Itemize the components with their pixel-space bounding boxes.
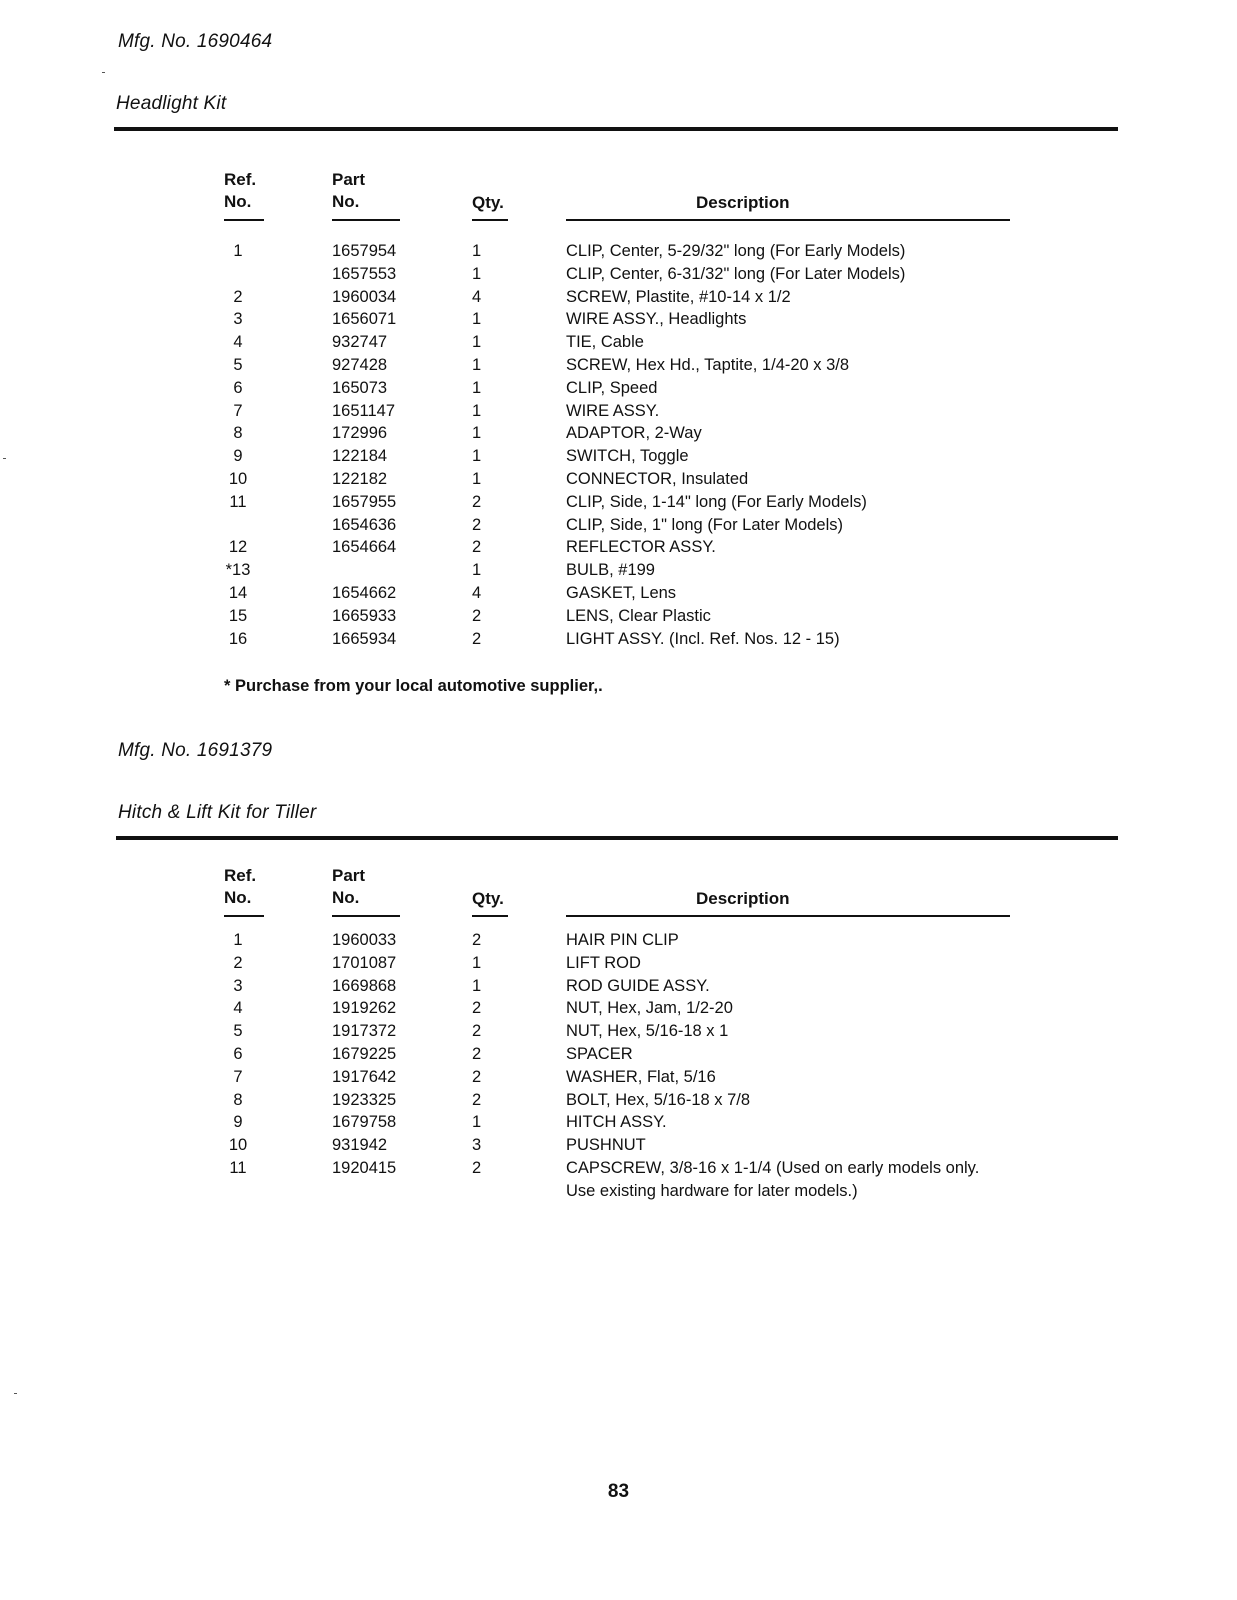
- table-body: [224, 240, 1014, 650]
- description: CLIP, Center, 5-29/32" long (For Early Models): [566, 242, 906, 260]
- part-no: 1657955: [332, 492, 397, 511]
- qty: 1: [472, 401, 482, 420]
- qty: 1: [472, 976, 482, 995]
- part-no: 1665934: [332, 629, 397, 648]
- header-rule: [332, 915, 400, 917]
- ref-no: *13: [225, 561, 251, 580]
- description: ADAPTOR, 2-Way: [566, 424, 702, 443]
- part-no: 122184: [332, 447, 388, 466]
- description-header: Description: [696, 889, 790, 908]
- qty-header: Qty.: [472, 193, 504, 212]
- qty: 4: [472, 287, 482, 306]
- ref-no: 9: [233, 447, 243, 466]
- table-row: [224, 929, 1014, 952]
- part-no: 1657954: [332, 242, 397, 260]
- table-row: [224, 536, 1014, 559]
- ref-no: 10: [228, 469, 248, 488]
- part-no: 1920415: [332, 1158, 397, 1177]
- description: SPACER: [566, 1044, 633, 1063]
- part-no: 1701087: [332, 953, 397, 972]
- table-row: [224, 377, 1014, 400]
- table-row: [224, 997, 1014, 1020]
- part-no: 1656071: [332, 310, 397, 329]
- header-rule: [224, 219, 264, 221]
- qty: 2: [472, 1158, 482, 1177]
- description: CLIP, Center, 6-31/32" long (For Later Models): [566, 264, 906, 283]
- description: WIRE ASSY., Headlights: [566, 310, 747, 329]
- qty: 1: [472, 378, 482, 397]
- ref-header: Ref. No.: [224, 866, 257, 907]
- ref-no: 5: [233, 355, 243, 374]
- description: CLIP, Side, 1-14" long (For Early Models): [566, 492, 867, 511]
- table-row: [224, 582, 1014, 605]
- qty: 2: [472, 931, 482, 949]
- header-rule: [472, 219, 508, 221]
- qty: 1: [472, 953, 482, 972]
- description: REFLECTOR ASSY.: [566, 538, 716, 557]
- part-no: 1919262: [332, 999, 397, 1018]
- table-row: [224, 1134, 1014, 1157]
- table-header: [224, 169, 1014, 215]
- description: GASKET, Lens: [566, 583, 677, 602]
- header-rule: [566, 915, 1010, 917]
- table-row: [224, 422, 1014, 445]
- ref-no: 1: [233, 931, 243, 949]
- table-row: [224, 952, 1014, 975]
- description: CLIP, Side, 1" long (For Later Models): [566, 515, 844, 534]
- ref-no: 16: [228, 629, 248, 648]
- ref-no: 11: [229, 492, 247, 511]
- qty: 2: [472, 606, 482, 625]
- ref-no: 10: [228, 1136, 248, 1155]
- table-row: [224, 491, 1014, 514]
- description: LENS, Clear Plastic: [566, 606, 711, 625]
- table-row: [224, 1111, 1014, 1134]
- part-no: 122182: [332, 469, 388, 488]
- part-no: 1654636: [332, 515, 397, 534]
- part-no: 1923325: [332, 1090, 397, 1109]
- part-no: 1917372: [332, 1022, 397, 1041]
- description: LIFT ROD: [566, 953, 641, 972]
- ref-no: 1: [233, 242, 243, 260]
- table-row: [224, 514, 1014, 537]
- mfg-number-label: Mfg. No. 1690464: [118, 31, 273, 52]
- qty: 2: [472, 629, 482, 648]
- header-rule: [224, 915, 264, 917]
- ref-no: 3: [233, 976, 243, 995]
- part-no: 1960034: [332, 287, 397, 306]
- part-no: 165073: [332, 378, 388, 397]
- table-row: [224, 1020, 1014, 1043]
- table-body: [224, 929, 1014, 1203]
- header-rule: [566, 219, 1010, 221]
- table-row: [224, 240, 1014, 263]
- description: CAPSCREW, 3/8-16 x 1-1/4 (Used on early models only. Use existing hardware for later models.): [566, 1158, 980, 1200]
- ref-no: 14: [228, 583, 248, 602]
- part-no: 1651147: [332, 401, 396, 420]
- ref-no: 2: [233, 287, 243, 306]
- description: HITCH ASSY.: [566, 1113, 667, 1132]
- qty: 1: [472, 310, 482, 329]
- part-no: 1917642: [332, 1067, 397, 1086]
- ref-no: 8: [233, 1090, 243, 1109]
- table-row: [224, 400, 1014, 423]
- parts-table: [224, 865, 1014, 1200]
- section-rule: [116, 836, 1118, 840]
- table-row: [224, 605, 1014, 628]
- description: CLIP, Speed: [566, 378, 658, 397]
- description: SCREW, Plastite, #10-14 x 1/2: [566, 287, 791, 306]
- table-row: [224, 263, 1014, 286]
- table-header: [224, 865, 1014, 911]
- description: WIRE ASSY.: [566, 401, 660, 420]
- table-row: [224, 331, 1014, 354]
- description: NUT, Hex, Jam, 1/2-20: [566, 999, 733, 1018]
- description: NUT, Hex, 5/16-18 x 1: [566, 1022, 729, 1041]
- qty: 2: [472, 1090, 482, 1109]
- part-no: 1654664: [332, 538, 397, 557]
- qty: 1: [472, 355, 482, 374]
- description: SWITCH, Toggle: [566, 447, 689, 466]
- kit-title: Headlight Kit: [116, 93, 227, 114]
- qty: 2: [472, 515, 482, 534]
- footnote: * Purchase from your local automotive supplier,.: [224, 677, 603, 695]
- description: HAIR PIN CLIP: [566, 931, 679, 949]
- table-row: [224, 354, 1014, 377]
- qty: 1: [472, 424, 482, 443]
- description: TIE, Cable: [566, 333, 644, 352]
- description-header: Description: [696, 193, 790, 212]
- qty: 2: [472, 999, 482, 1018]
- ref-no: 9: [233, 1113, 243, 1132]
- ref-no: 12: [228, 538, 248, 557]
- qty: 4: [472, 583, 482, 602]
- part-no: 172996: [332, 424, 388, 443]
- part-no: 1669868: [332, 976, 397, 995]
- description: WASHER, Flat, 5/16: [566, 1067, 716, 1086]
- page-number: 83: [607, 1481, 630, 1502]
- part-header: Part No.: [332, 866, 366, 907]
- qty: 2: [472, 538, 482, 557]
- qty: 1: [472, 561, 482, 580]
- ref-no: 5: [233, 1022, 243, 1041]
- scan-mark: [14, 1393, 17, 1394]
- qty: 1: [472, 333, 482, 352]
- mfg-number-label: Mfg. No. 1691379: [118, 740, 273, 761]
- description: BULB, #199: [566, 561, 655, 580]
- qty: 1: [472, 469, 482, 488]
- part-no: 1679225: [332, 1044, 397, 1063]
- table-row: [224, 1089, 1014, 1112]
- ref-no: 8: [233, 424, 243, 443]
- ref-header: Ref. No.: [224, 170, 257, 211]
- table-row: [224, 308, 1014, 331]
- ref-no: 6: [233, 378, 243, 397]
- ref-no: 2: [233, 953, 243, 972]
- part-no: 1654662: [332, 583, 397, 602]
- table-row: [224, 559, 1014, 582]
- table-row: [224, 1043, 1014, 1066]
- scan-mark: [102, 72, 105, 73]
- table-row: [224, 1157, 1014, 1203]
- part-no: 927428: [332, 355, 388, 374]
- qty-header: Qty.: [472, 889, 504, 908]
- ref-no: 4: [233, 999, 243, 1018]
- ref-no: 11: [229, 1158, 247, 1177]
- header-rule: [472, 915, 508, 917]
- ref-no: 15: [228, 606, 248, 625]
- description: PUSHNUT: [566, 1136, 646, 1155]
- description: BOLT, Hex, 5/16-18 x 7/8: [566, 1090, 751, 1109]
- ref-no: 7: [233, 1067, 243, 1086]
- part-no: 932747: [332, 333, 388, 352]
- table-row: [224, 445, 1014, 468]
- description: SCREW, Hex Hd., Taptite, 1/4-20 x 3/8: [566, 355, 850, 374]
- header-rule: [332, 219, 400, 221]
- ref-no: 3: [233, 310, 243, 329]
- table-row: [224, 468, 1014, 491]
- qty: 3: [472, 1136, 482, 1155]
- table-row: [224, 286, 1014, 309]
- part-header: Part No.: [332, 170, 366, 211]
- qty: 2: [472, 1067, 482, 1086]
- ref-no: 7: [233, 401, 243, 420]
- part-no: 1960033: [332, 931, 397, 949]
- ref-no: 4: [233, 333, 243, 352]
- qty: 2: [472, 1044, 482, 1063]
- qty: 2: [472, 1022, 482, 1041]
- description: ROD GUIDE ASSY.: [566, 976, 710, 995]
- part-no: 1657553: [332, 264, 397, 283]
- qty: 1: [472, 242, 482, 260]
- section-rule: [114, 127, 1118, 131]
- part-no: 931942: [332, 1136, 388, 1155]
- qty: 2: [472, 492, 482, 511]
- table-row: [224, 628, 1014, 651]
- part-no: 1665933: [332, 606, 397, 625]
- parts-table: [224, 169, 1014, 648]
- description: CONNECTOR, Insulated: [566, 469, 749, 488]
- qty: 1: [472, 447, 482, 466]
- part-no: 1679758: [332, 1113, 397, 1132]
- ref-no: 6: [233, 1044, 243, 1063]
- scan-mark: [3, 458, 6, 459]
- qty: 1: [472, 264, 482, 283]
- description: LIGHT ASSY. (Incl. Ref. Nos. 12 - 15): [566, 629, 840, 648]
- qty: 1: [472, 1113, 482, 1132]
- kit-title: Hitch & Lift Kit for Tiller: [118, 802, 317, 823]
- table-row: [224, 1066, 1014, 1089]
- table-row: [224, 975, 1014, 998]
